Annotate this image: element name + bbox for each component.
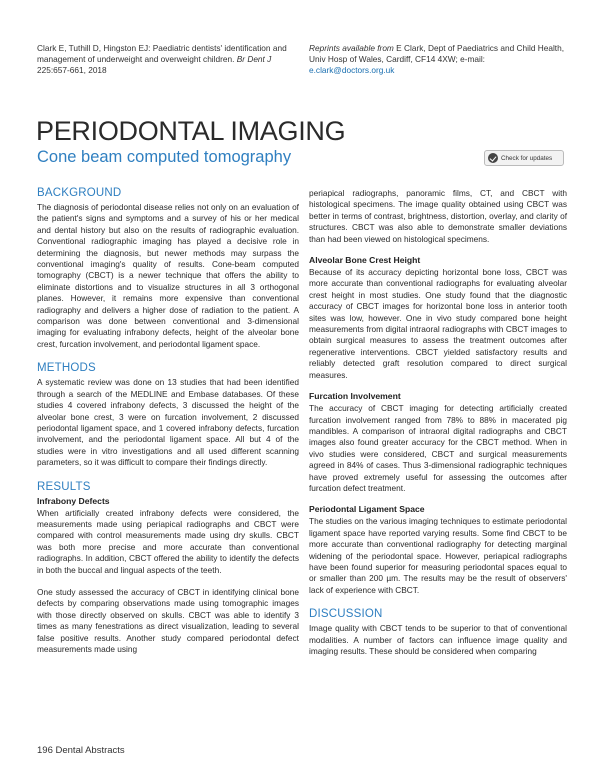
pdl-text: The studies on the various imaging techniques to estimate periodontal ligament space have reported varying results. Some find CBCT to be more accurate than conventional radiography for detecting marginal widening of the periodontal space. However, periapical radiographs have been found superior for measuring periodontal spaces equal to or smaller than 200 µm. The results may be the result of observers' lack of experience with CBCT.	[309, 516, 567, 595]
citation-left	[37, 43, 299, 77]
background-heading: BACKGROUND	[37, 187, 122, 199]
page-footer	[37, 745, 125, 756]
page-title: PERIODONTAL IMAGING	[36, 116, 346, 146]
infrabony-paragraph-1: When artificially created infrabony defects were considered, the measurements made using periapical radiographs and CBCT were compared with control measurements made using dry skulls. CBCT was both more precise and more accurate than conventional radiographs. In addition, CBCT offered the ability to identify the defects in both the buccal and lingual aspects of the teeth.	[37, 507, 299, 575]
background-text: The diagnosis of periodontal disease relies not only on an evaluation of the patient's signs and symptoms and a survey of his or her medical and dental history but also on the results of radiographic evaluation. Conventional radiographic imaging has played a decisive role in determining the diagnosis, but newer methods may surpass the conventional imaging's quality of results. Cone-beam computed tomography (CBCT) is a newer technique that offers the ability to eliminate distortions and to visualize structures in all 3 orthogonal planes. However, it remains more expensive than conventional radiography and delivers a higher dose of radiation to the patient. A comparison was done between conventional and 3-dimensional imaging for evaluating infrabony defects, height of the alveolar bone crest, furcation involvement, and periodontal ligament space.	[37, 202, 299, 349]
furcation-text: The accuracy of CBCT imaging for detecting artificially created furcation involvement ranged from 78% to 88% in macerated pig mandibles. A comparison of intraoral digital radiographs and CBCT images also found greater accuracy for the CBCT method. When in vivo studies were considered, CBCT and surgical measurements agreed in 84% of cases. Thus 3-dimensional radiographic techniques have proved extremely useful for assessing the outcomes after furcation defect treatment.	[309, 403, 567, 493]
footer-journal-name: Dental Abstracts	[55, 745, 125, 756]
citation-right	[309, 43, 567, 77]
infrabony-paragraph-2: One study assessed the accuracy of CBCT in identifying clinical bone defects by comparing observations made using tomographic images with those directly observed on skulls. CBCT was able to identify 3 times as many fenestrations as direct visualization, leading to several false positive results. Another study compared periodontal defect measurements made using	[37, 586, 299, 654]
right-column	[309, 188, 567, 657]
furcation-heading: Furcation Involvement	[309, 391, 401, 402]
page-subtitle: Cone beam computed tomography	[37, 148, 292, 166]
alveolar-heading: Alveolar Bone Crest Height	[309, 255, 421, 266]
discussion-text: Image quality with CBCT tends to be superior to that of conventional modalities. A number of factors can influence image quality and imaging results. These should be considered when comparing	[309, 623, 567, 656]
discussion-heading: DISCUSSION	[309, 608, 383, 621]
left-column	[37, 187, 299, 655]
citation-authors: Clark E, Tuthill D, Hingston EJ: Paediatric dentists' identification and management of underweight and overweight children.	[37, 43, 287, 65]
page-number: 196	[37, 745, 53, 756]
results-heading: RESULTS	[37, 480, 91, 493]
checkmark-icon	[488, 153, 498, 163]
citation-ref: 225:657-661, 2018	[37, 65, 107, 76]
pdl-heading: Periodontal Ligament Space	[309, 504, 425, 515]
reprints-email[interactable]: e.clark@doctors.org.uk	[309, 65, 395, 76]
reprints-prefix: Reprints available from	[309, 43, 394, 53]
check-for-updates-label: Check for updates	[501, 154, 553, 162]
citation-journal: Br Dent J	[236, 54, 272, 65]
check-for-updates-button[interactable]	[484, 150, 564, 166]
infrabony-heading: Infrabony Defects	[37, 495, 110, 506]
methods-heading: METHODS	[37, 362, 96, 375]
results-continued: periapical radiographs, panoramic films, CT, and CBCT with histological specimens. The image quality obtained using CBCT was better in terms of contrast, brightness, distortion, overlay, and clarity of structures. CBCT was also able to demonstrate smaller deviations than had been viewed on histological specimens.	[309, 188, 567, 244]
alveolar-text: Because of its accuracy depicting horizontal bone loss, CBCT was more accurate than conventional radiographs for evaluating alveolar crest height in most studies. One study found that the diagnostic accuracy of CBCT images for horizontal bone loss in anterior tooth sites was low, however. One in vivo study compared bone height measurements from digital intraoral radiographs with CBCT images to obtain surgical measures to assess the treatment outcomes after regenerative interventions. CBCT yielded satisfactory results and reliably detected graft resolution compared to direct surgical measures.	[309, 267, 567, 380]
reprints-address: E Clark, Dept of Paediatrics and Child Health, Univ Hosp of Wales, Cardiff, CF14 4XW; e-mail:	[309, 43, 565, 65]
methods-text: A systematic review was done on 13 studies that had been identified through a search of the MEDLINE and Embase databases. Of these studies 4 covered infrabony defects, 3 discussed the height of the alveolar bone crest, 3 were on furcation involvement, 2 discussed periodontal ligament space, and 1 covered infrabony defects, furcation involvement, and the periodontal ligament space. All but 4 of the studies were in vitro investigations and all used different scanning parameters, so it was difficult to compare their findings directly.	[37, 377, 299, 468]
